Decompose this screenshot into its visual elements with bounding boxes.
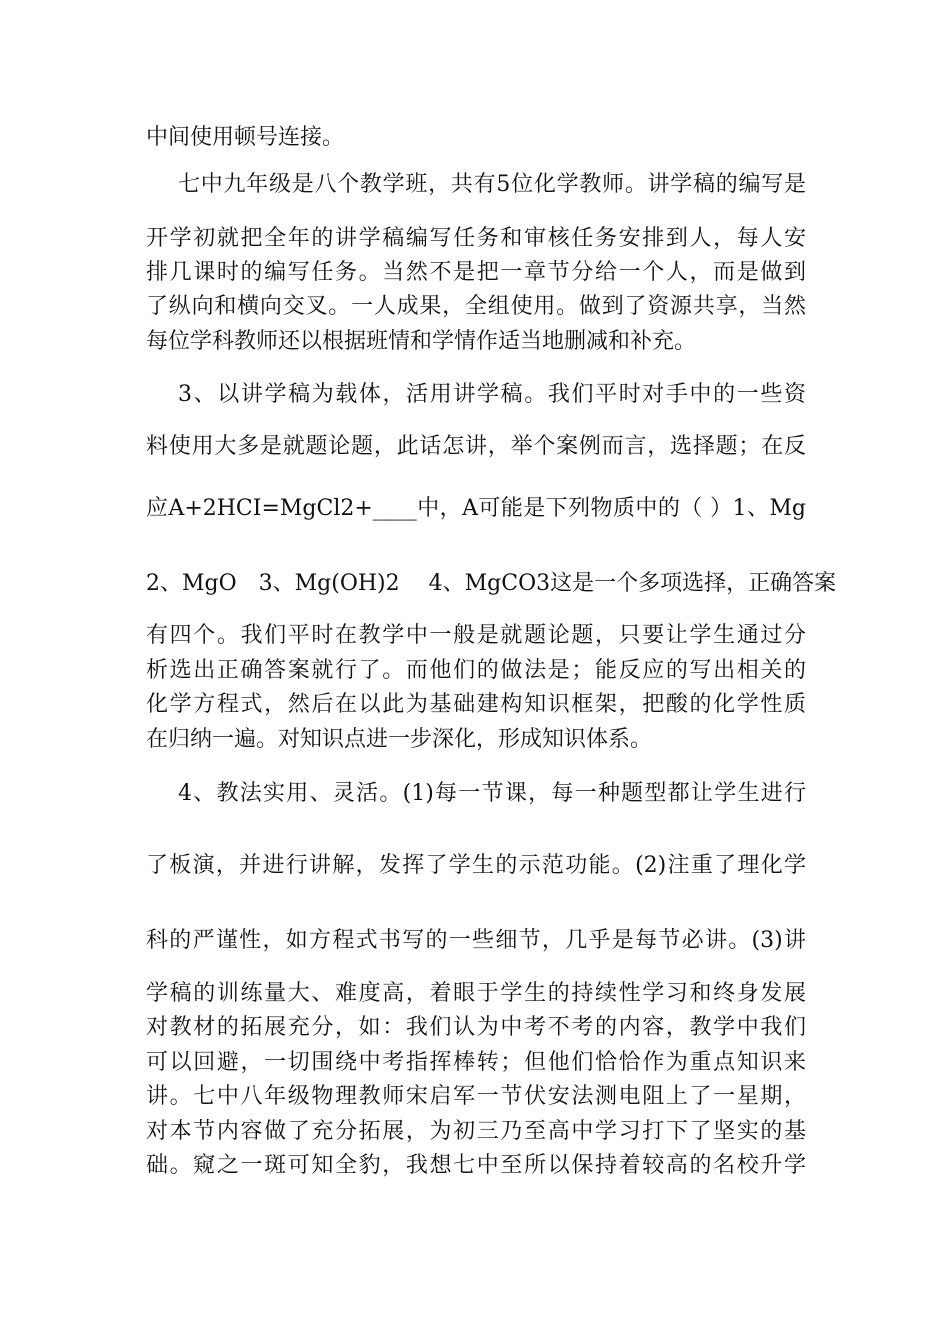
text-line: 每位学科教师还以根据班情和学情作适当地删减和补充。 bbox=[146, 329, 697, 354]
text-line: 了纵向和横向交叉。一人成果，全组使用。做到了资源共享，当然 bbox=[146, 294, 806, 319]
text-line: 中间使用顿号连接。 bbox=[146, 125, 345, 150]
text-line: 了板演，并进行讲解，发挥了学生的示范功能。(2)注重了理化学 bbox=[146, 853, 806, 878]
text-line: 料使用大多是就题论题，此话怎讲，举个案例而言，选择题；在反 bbox=[146, 434, 806, 459]
text-line: 础。窥之一斑可知全豹，我想七中至所以保持着较高的名校升学 bbox=[146, 1153, 806, 1178]
text-line: 开学初就把全年的讲学稿编写任务和审核任务安排到人，每人安 bbox=[146, 226, 806, 251]
text-line: 学稿的训练量大、难度高，着眼于学生的持续性学习和终身发展 bbox=[146, 981, 806, 1006]
text-line: 应A+2HCI=MgCl2+____中，A可能是下列物质中的（ ）1、Mg bbox=[146, 496, 806, 521]
text-line: 对教材的拓展充分，如：我们认为中考不考的内容，教学中我们 bbox=[146, 1015, 806, 1040]
text-line: 有四个。我们平时在教学中一般是就题论题，只要让学生通过分 bbox=[146, 623, 806, 648]
text-line: 七中九年级是八个教学班，共有5位化学教师。讲学稿的编写是 bbox=[178, 172, 806, 197]
text-line: 4、教法实用、灵活。(1)每一节课，每一种题型都让学生进行 bbox=[178, 781, 806, 806]
text-line: 化学方程式，然后在以此为基础建构知识框架，把酸的化学性质 bbox=[146, 692, 806, 717]
text-line: 析选出正确答案就行了。而他们的做法是；能反应的写出相关的 bbox=[146, 658, 806, 683]
text-line: 3、以讲学稿为载体，活用讲学稿。我们平时对手中的一些资 bbox=[178, 382, 806, 407]
text-line: 在归纳一遍。对知识点进一步深化，形成知识体系。 bbox=[146, 727, 653, 752]
text-line: 对本节内容做了充分拓展，为初三乃至高中学习打下了坚实的基 bbox=[146, 1119, 806, 1144]
text-line: 2、MgO 3、Mg(OH)2 4、MgCO3这是一个多项选择，正确答案 bbox=[146, 571, 837, 596]
text-line: 排几课时的编写任务。当然不是把一章节分给一个人，而是做到 bbox=[146, 260, 806, 285]
text-line: 讲。七中八年级物理教师宋启军一节伏安法测电阻上了一星期， bbox=[146, 1084, 806, 1109]
text-line: 可以回避，一切围绕中考指挥棒转；但他们恰恰作为重点知识来 bbox=[146, 1050, 806, 1075]
text-line: 科的严谨性，如方程式书写的一些细节，几乎是每节必讲。(3)讲 bbox=[146, 928, 806, 953]
